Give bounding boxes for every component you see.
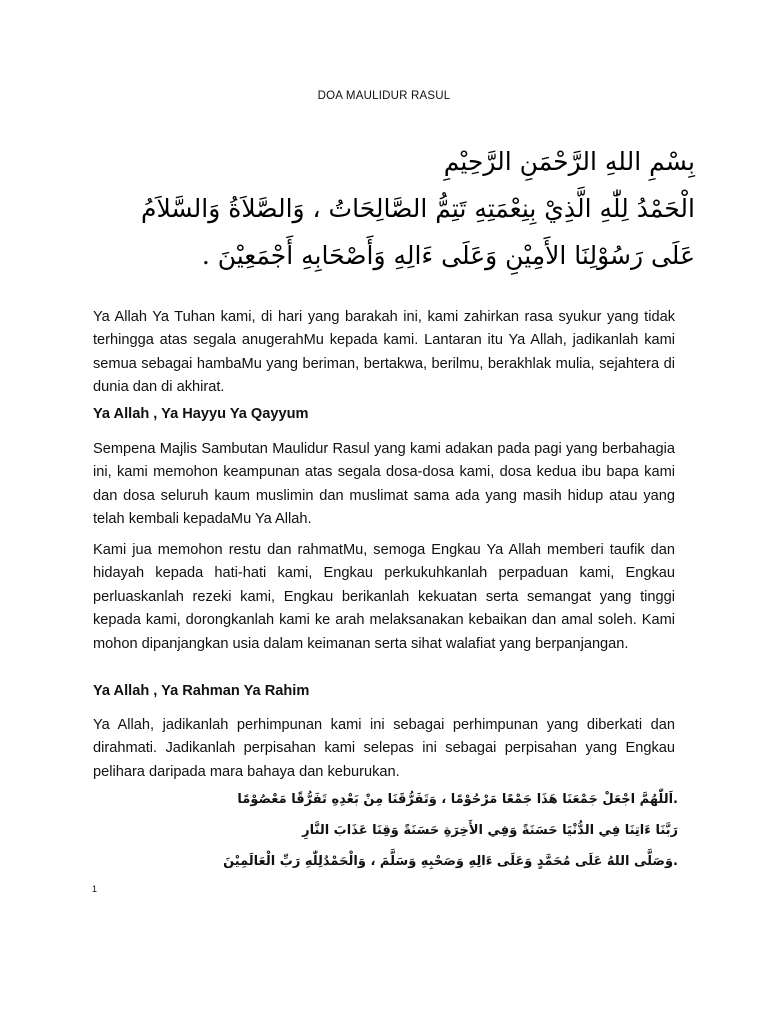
arabic-opening-prayer xyxy=(140,138,695,279)
arabic-closing-line: .اَللّٰهُمَّ اجْعَلْ جَمْعَنَا هَذَا جَمْعًا مَرْحُوْمًا ، وَتَفَرُّقَنَا مِنْ بَعْدِهِ تَفَرُّقًا مَعْصُوْمًا xyxy=(237,792,678,807)
arabic-closing-line: رَبَّنَا ءَاتِنَا فِي الدُّنْيَا حَسَنَةً وَفِي الأَخِرَةِ حَسَنَةً وَقِنَا عَذَابَ النَّارِ xyxy=(302,823,678,838)
paragraph-text: Ya Allah Ya Tuhan kami, di hari yang barakah ini, kami zahirkan rasa syukur yang tidak terhingga atas segala anugerahMu kepada kami. Lantaran itu Ya Allah, jadikanlah kami semua sebagai hambaMu yang beriman, bertakwa, berilmu, berakhlak mulia, sejahtera di dunia dan di akhirat. xyxy=(93,309,675,396)
paragraph-blessings xyxy=(93,539,675,656)
arabic-opening-line: بِسْمِ اللهِ الرَّحْمَنِ الرَّحِيْمِ xyxy=(443,147,695,176)
paragraph-gratitude xyxy=(93,306,675,400)
paragraph-text: Kami jua memohon restu dan rahmatMu, semoga Engkau Ya Allah memberi taufik dan hidayah kepada hati-hati kami, Engkau perkukuhkanlah perpaduan kami, Engkau perluaskanlah rezeki kami, Engkau berikanlah kekuatan serta semangat yang tinggi kepada kami, dorongkanlah kami ke arah melaksanakan kebaikan dan amal soleh. Kami mohon dipanjangkan usia dalam keimanan serta sihat walafiat yang berpanjangan. xyxy=(93,542,675,652)
heading-rahman-rahim: Ya Allah , Ya Rahman Ya Rahim xyxy=(93,683,310,699)
paragraph-text: Ya Allah, jadikanlah perhimpunan kami ini sebagai perhimpunan yang diberkati dan dirahmati. Jadikanlah perpisahan kami selepas ini sebagai perpisahan yang Engkau pelihara daripada mara bahaya dan keburukan. xyxy=(93,717,675,780)
paragraph-gathering xyxy=(93,714,675,784)
page-number: 1 xyxy=(92,884,98,894)
document-title: DOA MAULIDUR RASUL xyxy=(317,90,451,102)
arabic-closing-line: .وَصَلَّى اللهُ عَلَى مُحَمَّدٍ وَعَلَى ءَالِهِ وَصَحْبِهِ وَسَلَّمَ ، وَالْحَمْدُلِلّٰهِ رَبِّ الْعَالَمِيْنَ xyxy=(223,854,678,869)
heading-hayyu-qayyum: Ya Allah , Ya Hayyu Ya Qayyum xyxy=(93,406,309,422)
paragraph-forgiveness xyxy=(93,438,675,532)
arabic-opening-line: الْحَمْدُ لِلّٰهِ الَّذِيْ بِنِعْمَتِهِ تَتِمُّ الصَّالِحَاتُ ، وَالصَّلاَةُ وَالسَّلاَمُ xyxy=(140,194,695,223)
arabic-opening-line: عَلَى رَسُوْلِنَا الأَمِيْنِ وَعَلَى ءَالِهِ وَأَصْحَابِهِ أَجْمَعِيْنَ . xyxy=(201,241,695,270)
paragraph-text: Sempena Majlis Sambutan Maulidur Rasul yang kami adakan pada pagi yang berbahagia ini, kami memohon keampunan atas segala dosa-dosa kami, dosa kedua ibu bapa kami dan dosa seluruh kaum muslimin dan muslimat sama ada yang masih hidup atau yang telah kembali kepadaMu Ya Allah. xyxy=(93,441,675,528)
arabic-closing-prayer xyxy=(200,784,678,877)
